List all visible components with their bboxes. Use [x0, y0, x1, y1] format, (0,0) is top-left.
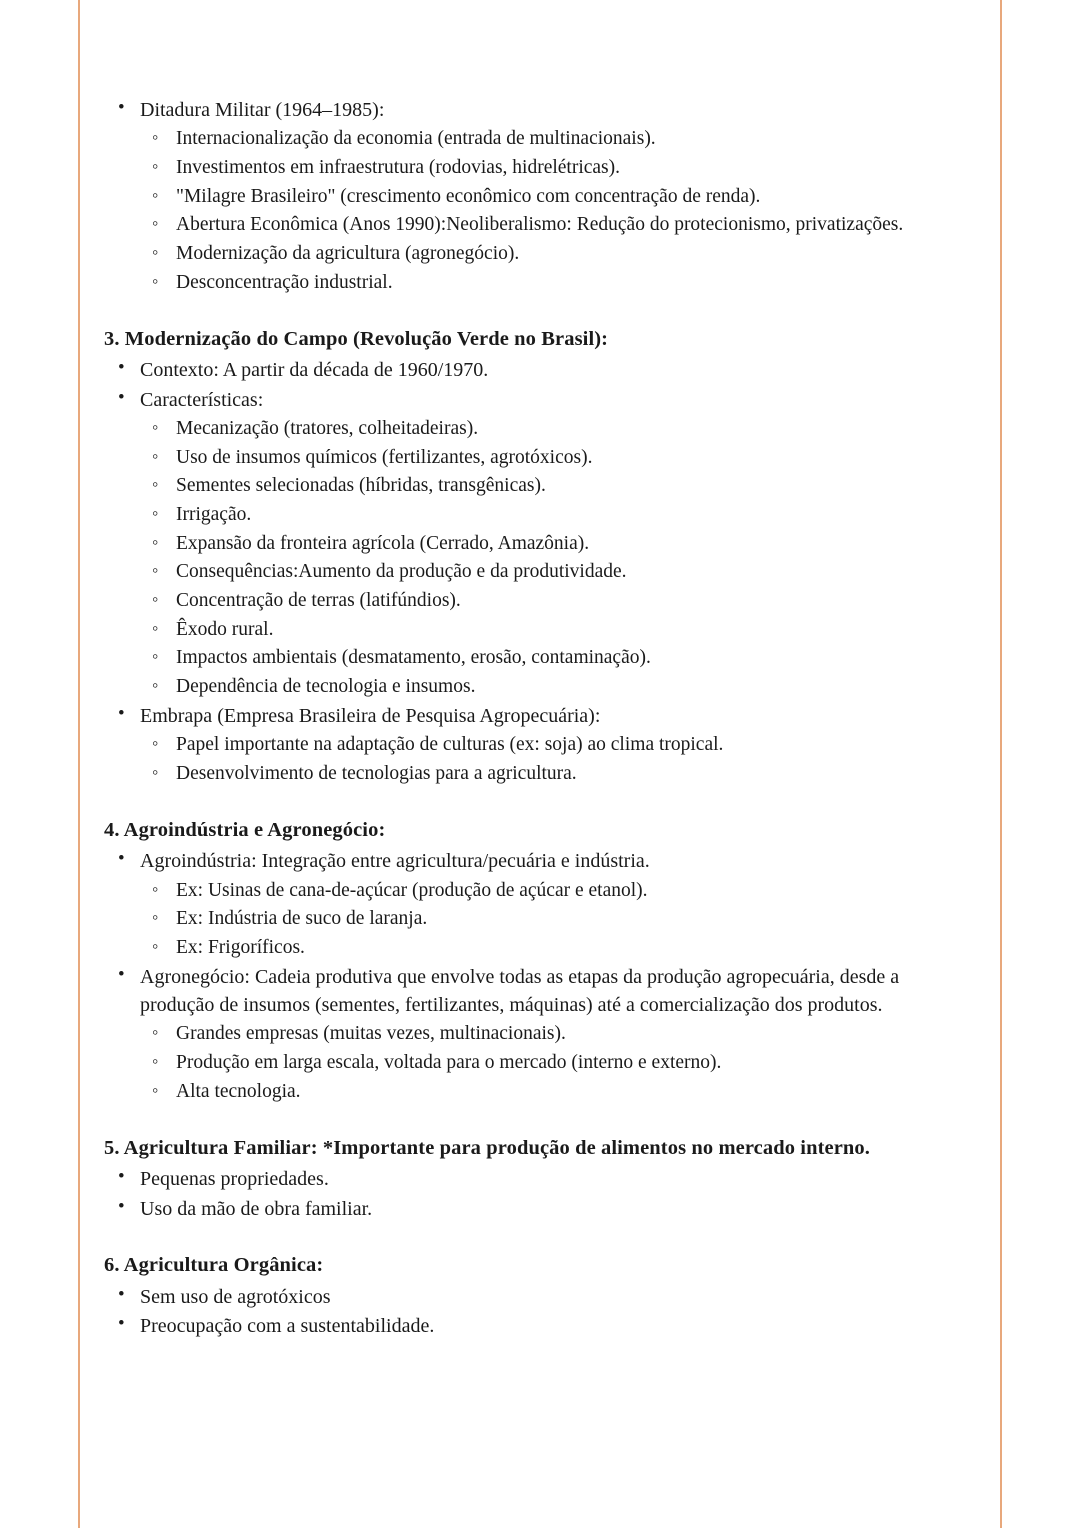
section-heading: 3. Modernização do Campo (Revolução Verde no Brasil):	[104, 327, 609, 350]
list-item-sub: ◦ Alta tecnologia.	[104, 1078, 976, 1106]
list-item-sub: ◦ Ex: Frigoríficos.	[104, 934, 976, 962]
list-item-sub: ◦ Desconcentração industrial.	[104, 269, 976, 297]
list-item-sub: ◦ Concentração de terras (latifúndios).	[104, 587, 976, 615]
list-item: • Agroindústria: Integração entre agricultura/pecuária e indústria.	[104, 847, 976, 875]
right-margin-rule	[1000, 0, 1002, 1528]
section-spacer	[104, 1224, 976, 1252]
list-item-sub: ◦ Impactos ambientais (desmatamento, erosão, contaminação).	[104, 644, 976, 672]
list-item: • Uso da mão de obra familiar.	[104, 1195, 976, 1223]
list-item-sub: ◦ Modernização da agricultura (agronegócio).	[104, 240, 976, 268]
list-item-sub: ◦ Investimentos em infraestrutura (rodovias, hidrelétricas).	[104, 154, 976, 182]
section-spacer	[104, 298, 976, 326]
list-item-sub: ◦ Abertura Econômica (Anos 1990):Neoliberalismo: Redução do protecionismo, privatizações.	[104, 211, 976, 239]
section-heading: 6. Agricultura Orgânica:	[104, 1253, 324, 1276]
document-content	[104, 96, 976, 1341]
list-item-sub: ◦ Consequências:Aumento da produção e da produtividade.	[104, 558, 976, 586]
list-item-sub: ◦ Internacionalização da economia (entrada de multinacionais).	[104, 125, 976, 153]
left-margin-rule	[78, 0, 80, 1528]
list-item-sub: ◦ Ex: Usinas de cana-de-açúcar (produção de açúcar e etanol).	[104, 877, 976, 905]
section-heading: 4. Agroindústria e Agronegócio:	[104, 818, 386, 841]
section-heading: 5. Agricultura Familiar: *Importante para produção de alimentos no mercado interno.	[104, 1136, 870, 1159]
list-item-sub: ◦ Produção em larga escala, voltada para o mercado (interno e externo).	[104, 1049, 976, 1077]
list-item: • Preocupação com a sustentabilidade.	[104, 1312, 976, 1340]
list-item-sub: ◦ Dependência de tecnologia e insumos.	[104, 673, 976, 701]
bullet-list	[104, 96, 976, 297]
list-item-sub: ◦ "Milagre Brasileiro" (crescimento econômico com concentração de renda).	[104, 183, 976, 211]
list-item-sub: ◦ Papel importante na adaptação de culturas (ex: soja) ao clima tropical.	[104, 731, 976, 759]
list-item-sub: ◦ Ex: Indústria de suco de laranja.	[104, 905, 976, 933]
list-item-sub: ◦ Êxodo rural.	[104, 616, 976, 644]
list-item-sub: ◦ Sementes selecionadas (híbridas, transgênicas).	[104, 472, 976, 500]
document-blocks	[104, 96, 976, 1340]
list-item: • Características:	[104, 386, 976, 414]
bullet-list	[104, 847, 976, 1105]
list-item-sub: ◦ Expansão da fronteira agrícola (Cerrado, Amazônia).	[104, 530, 976, 558]
section-spacer	[104, 1107, 976, 1135]
list-item: • Agronegócio: Cadeia produtiva que envolve todas as etapas da produção agropecuária, desde a produção de insumos (sementes, fertilizantes, máquinas) até a comercialização dos produtos.	[104, 963, 976, 1020]
section-spacer	[104, 789, 976, 817]
bullet-list	[104, 1165, 976, 1223]
list-item: • Embrapa (Empresa Brasileira de Pesquisa Agropecuária):	[104, 702, 976, 730]
list-item: • Ditadura Militar (1964–1985):	[104, 96, 976, 124]
bullet-list	[104, 356, 976, 787]
list-item-sub: ◦ Grandes empresas (muitas vezes, multinacionais).	[104, 1020, 976, 1048]
list-item: • Pequenas propriedades.	[104, 1165, 976, 1193]
list-item: • Sem uso de agrotóxicos	[104, 1283, 976, 1311]
list-item-sub: ◦ Desenvolvimento de tecnologias para a agricultura.	[104, 760, 976, 788]
bullet-list	[104, 1283, 976, 1341]
list-item-sub: ◦ Mecanização (tratores, colheitadeiras).	[104, 415, 976, 443]
list-item-sub: ◦ Irrigação.	[104, 501, 976, 529]
list-item: • Contexto: A partir da década de 1960/1970.	[104, 356, 976, 384]
list-item-sub: ◦ Uso de insumos químicos (fertilizantes, agrotóxicos).	[104, 444, 976, 472]
